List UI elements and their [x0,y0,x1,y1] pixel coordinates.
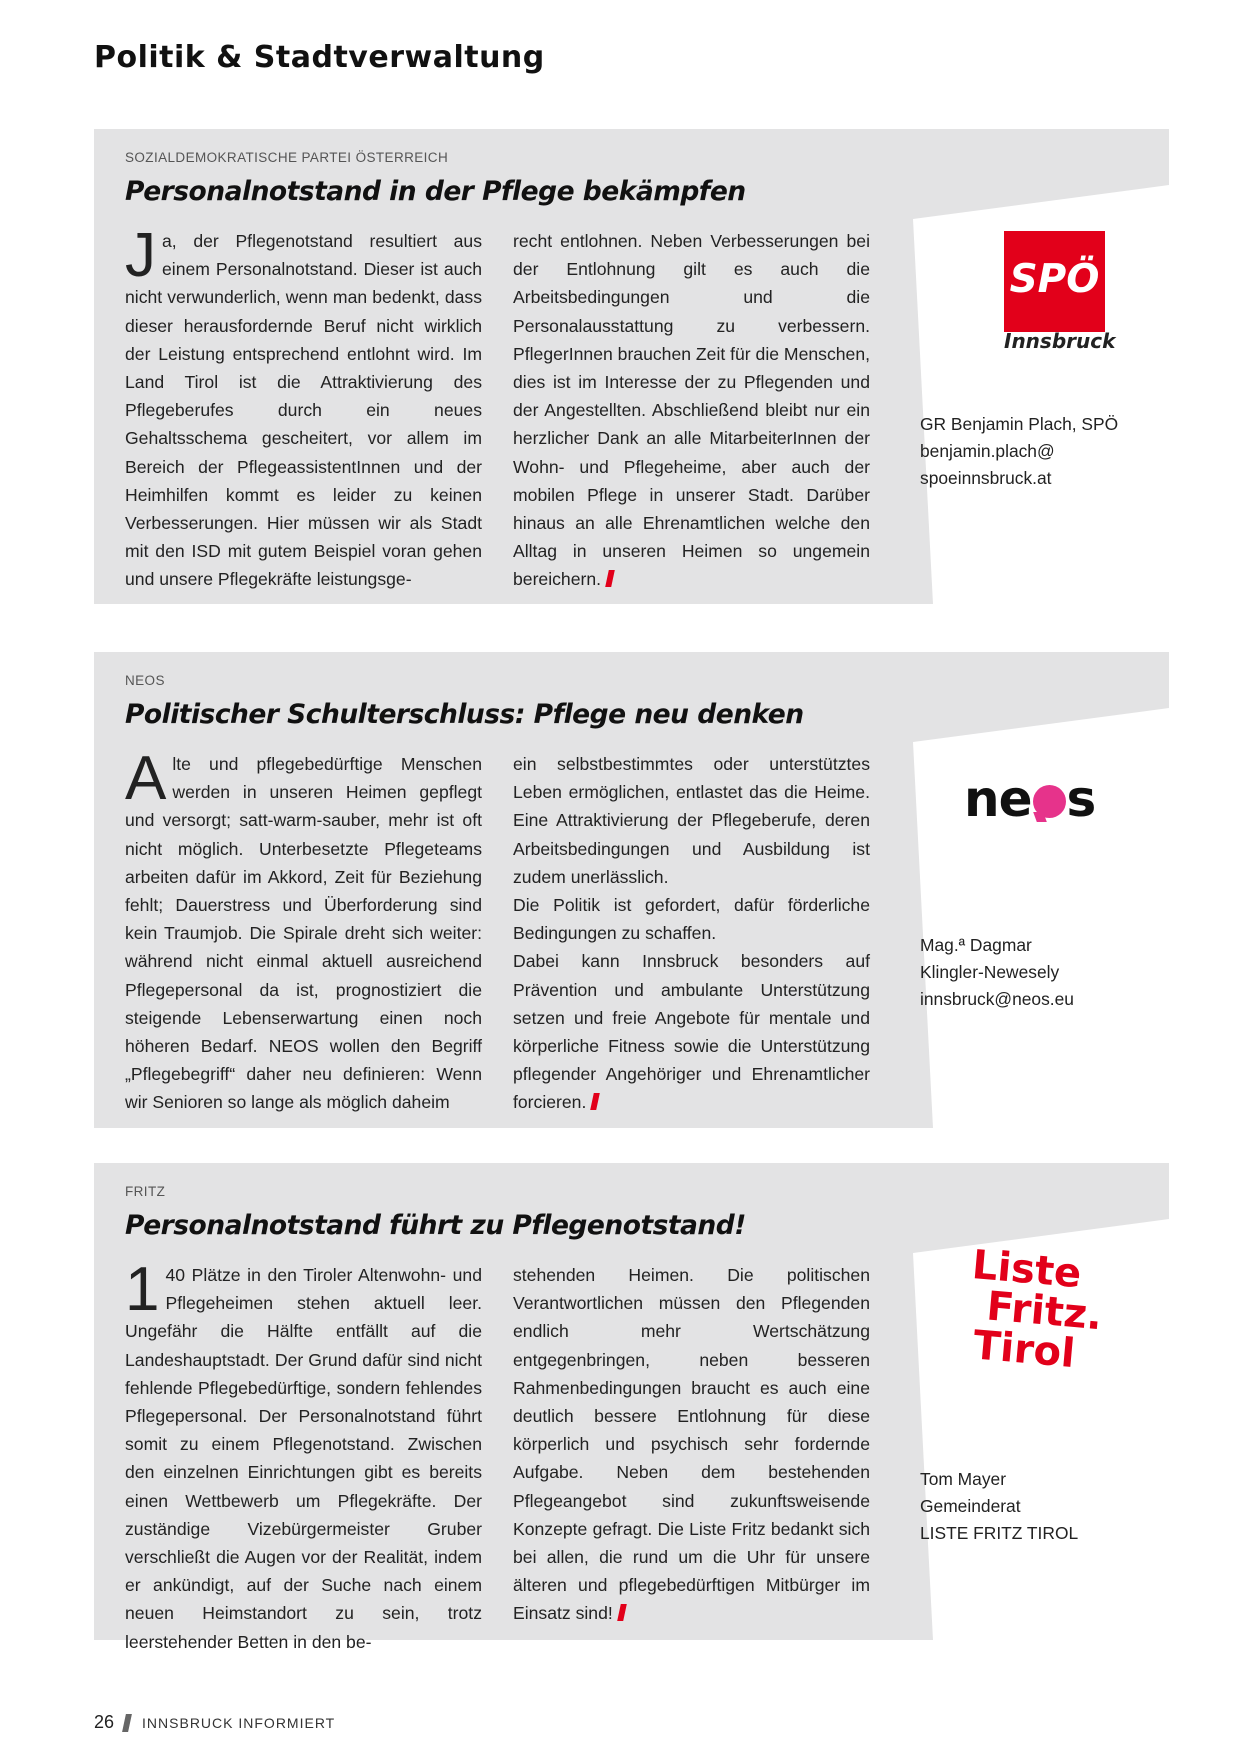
end-mark-icon [605,570,615,587]
logo-line: Fritz. [984,1283,1105,1340]
body-column-2 [513,1261,870,1656]
neos-logo-text-right: s [1066,770,1096,828]
side-panel-background [899,652,1169,1128]
contact-line: GR Benjamin Plach, SPÖ [920,414,1119,434]
article-spoe [94,129,1169,604]
article-body [125,744,870,1117]
body-paragraph: Die Politik ist gefordert, dafür förderliche Bedingungen zu schaffen. [513,895,870,944]
contact-line: Tom Mayer [920,1469,1007,1489]
drop-cap: 1 [125,1255,160,1324]
author-contact [920,1466,1078,1547]
spoe-logo [1004,231,1105,332]
article-neos [94,652,1169,1128]
contact-line: benjamin.plach@ [920,441,1055,461]
contact-line: Mag.ª Dagmar [920,935,1032,955]
body-column-2 [513,750,870,1117]
body-column-1 [125,744,482,1117]
end-mark-icon [591,1093,601,1110]
body-column-2 [513,227,870,594]
body-text: recht entlohnen. Neben Verbesserungen bei der Entlohnung gilt es auch die Arbeitsbedingungen und die Personalausstattung zu verbessern. PflegerInnen brauchen Zeit für die Menschen, dies ist im Interesse der zu Pflegenden und der Angestellten. Abschließend bleibt nur ein herzlicher Dank an alle MitarbeiterInnen der Wohn- und Pflegeheime, aber auch der mobilen Pflege in unserer Stadt. Darüber hinaus an alle Ehrenamtlichen welche den Alltag in unseren Heimen so ungemein bereichern. [513,231,870,590]
body-column-1 [125,221,482,594]
contact-line: Klingler-Newesely [920,962,1060,982]
body-text: lte und pflegebedürftige Menschen werden in unseren Heimen gepflegt und versorgt; satt-warm-sauber, mehr ist oft nicht möglich. Unterbesetzte Pflegeteams arbeiten dafür im Akkord, Zeit für Beziehung fehlt; Dauerstress und Überforderung sind kein Traumjob. Die Spirale dreht sich weiter: während nicht einmal aktuell ausreichend Pflegepersonal da ist, prognostiziert die steigende Lebenserwartung einen noch höheren Bedarf. NEOS wollen den Begriff „Pflegebegriff“ daher neu definieren: Wenn wir Senioren so lange als möglich daheim [125,754,482,1113]
body-text: stehenden Heimen. Die politischen Verantwortlichen müssen den Pflegenden endlich mehr Wertschätzung entgegenbringen, neben besseren Rahmenbedingungen braucht es auch eine deutlich bessere Entlohnung für diese körperlich und psychisch sehr fordernde Aufgabe. Neben dem bestehenden Pflegeangebot sind zukunftsweisende Konzepte gefragt. Die Liste Fritz bedankt sich bei allen, die rund um die Uhr für unsere älteren und pflegebedürftigen Mitbürger im Einsatz sind! [513,1265,870,1624]
neos-logo-text-left: ne [964,770,1032,828]
page-number: 26 [94,1712,115,1732]
article-headline: Personalnotstand in der Pflege bekämpfen [125,176,746,207]
side-panel-background [899,129,1169,604]
body-text: a, der Pflegenotstand resultiert aus einem Personalnotstand. Dieser ist auch nicht verwunderlich, wenn man bedenkt, dass dieser herausfordernde Beruf nicht wirklich der Leistung entsprechend entlohnt wird. Im Land Tirol ist die Attraktivierung des Pflegeberufes durch ein neues Gehaltsschema gescheitert, vor allem im Bereich der PflegeassistentInnen und der Heimhilfen kommt es leider zu keinen Verbesserungen. Hier müssen wir als Stadt mit den ISD mit gutem Beispiel voran gehen und unsere Pflegekräfte leistungsge- [125,231,482,590]
drop-cap: A [125,744,167,813]
article-headline: Personalnotstand führt zu Pflegenotstand! [125,1210,746,1241]
neos-speech-bubble-icon [1033,785,1066,818]
article-fritz [94,1163,1169,1652]
party-label: SOZIALDEMOKRATISCHE PARTEI ÖSTERREICH [125,150,449,165]
spoe-logo-subtext: Innsbruck [1004,329,1116,353]
drop-cap: J [125,221,156,290]
liste-fritz-logo [964,1242,1108,1378]
neos-logo [964,770,1095,828]
contact-line: innsbruck@neos.eu [920,989,1074,1009]
author-contact [920,411,1118,492]
article-body [125,1255,870,1656]
contact-line: spoeinnsbruck.at [920,468,1052,488]
side-panel-background [899,1163,1169,1640]
page-title: Politik & Stadtverwaltung [94,40,545,75]
body-paragraph-last [513,947,870,1116]
article-body [125,221,870,594]
logo-line: Tirol [971,1322,1077,1378]
spoe-logo-text: SPÖ [1009,257,1100,302]
publication-name: INNSBRUCK INFORMIERT [142,1714,336,1731]
party-label: NEOS [125,673,165,688]
end-mark-icon [617,1604,627,1621]
party-label: FRITZ [125,1184,166,1199]
body-paragraph: ein selbstbestimmtes oder unterstütztes Leben ermöglichen, entlastet das die Heime. Eine Attraktivierung der Pflegeberufe, deren Arbeitsbedingungen und Ausbildung ist zudem unerlässlich. [513,754,870,887]
contact-line: LISTE FRITZ TIROL [920,1523,1079,1543]
body-column-1 [125,1255,482,1656]
footer-divider-icon [122,1714,132,1732]
page-footer [94,1712,335,1733]
logo-line: Liste [970,1242,1084,1298]
article-headline: Politischer Schulterschluss: Pflege neu denken [125,699,804,730]
body-text: 40 Plätze in den Tiroler Altenwohn- und Pflegeheimen stehen aktuell leer. Ungefähr die Hälfte entfällt auf die Landeshauptstadt. Der Grund dafür sind nicht fehlende Pflegebedürftige, sondern fehlendes Pflegepersonal. Der Personalnotstand führt somit zu einem Pflegenotstand. Zwischen den einzelnen Einrichtungen gibt es bereits einen Wettbewerb um Pflegekräfte. Der zuständige Vizebürgermeister Gruber verschließt die Augen vor der Realität, indem er ankündigt, auf der Suche nach einem neuen Heimstandort zu sein, trotz leerstehender Betten in den be- [125,1265,482,1652]
body-text: Dabei kann Innsbruck besonders auf Prävention und ambulante Unterstützung setzen und freie Angebote für mentale und körperliche Fitness sowie die Unterstützung pflegender Angehöriger und Ehrenamtlicher forcieren. [513,951,870,1113]
contact-line: Gemeinderat [920,1496,1021,1516]
author-contact [920,932,1074,1013]
